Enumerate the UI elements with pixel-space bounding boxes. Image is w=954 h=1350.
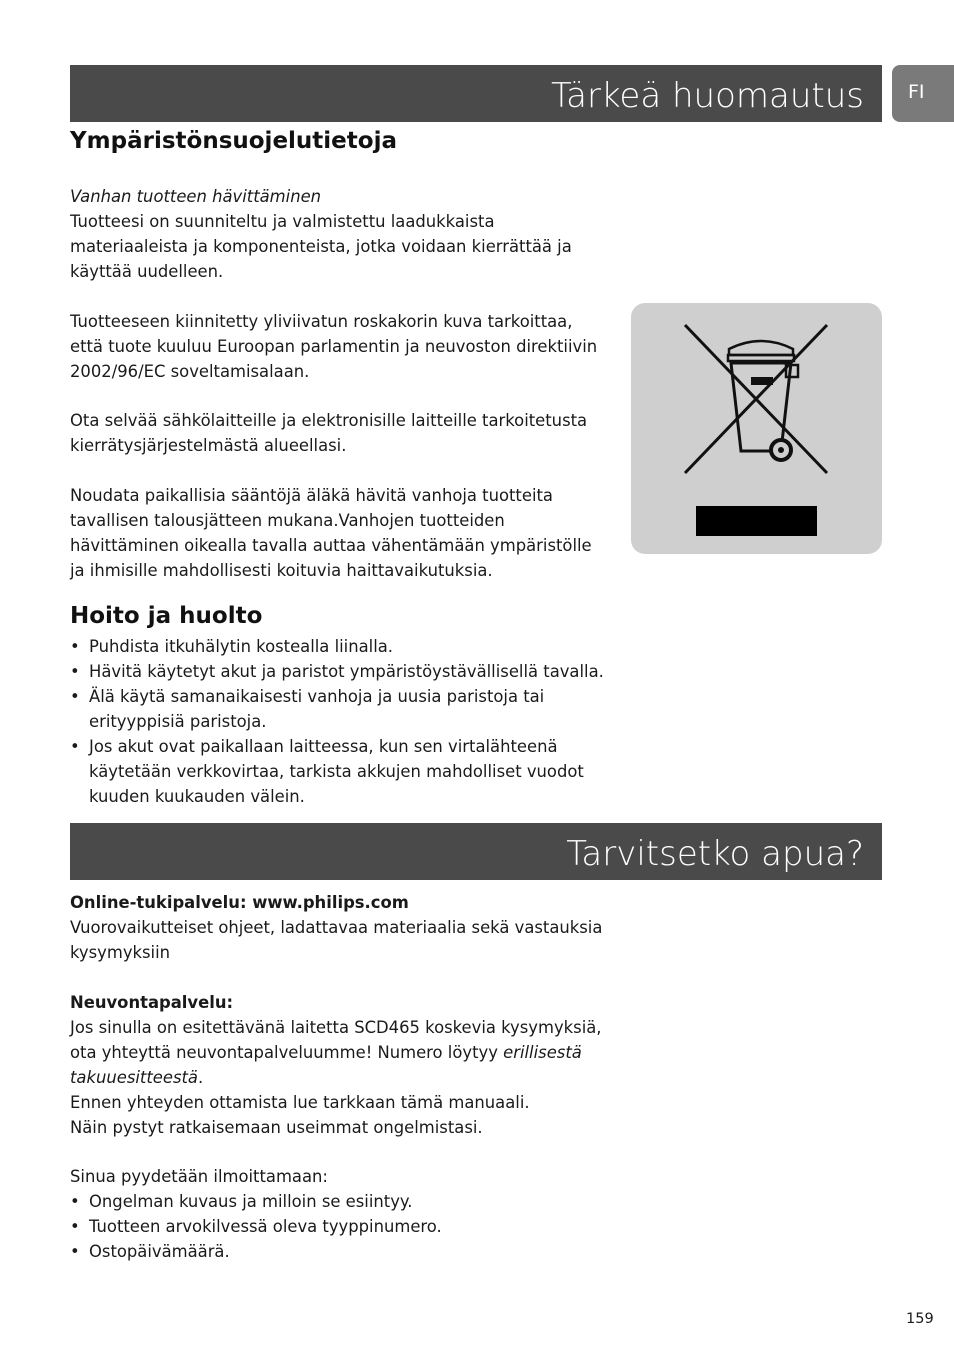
report-list bbox=[70, 1189, 615, 1264]
service-text-italic: erillisestä takuuesitteestä bbox=[70, 1043, 582, 1087]
list-item: • Hävitä käytetyt akut ja paristot ympäristöystävällisellä tavalla. bbox=[70, 659, 610, 684]
list-item: • Tuotteen arvokilvessä oleva tyyppinumero. bbox=[70, 1214, 615, 1239]
report-block bbox=[70, 1164, 615, 1264]
environment-paragraph-2: Tuotteeseen kiinnitetty yliviivatun roskakorin kuva tarkoittaa, että tuote kuuluu Euroopan parlamentin ja neuvoston direktiivin 2002/96/EC soveltamisalaan. bbox=[70, 312, 598, 381]
service-line-3: Näin pystyt ratkaisemaan useimmat ongelmistasi. bbox=[70, 1118, 483, 1137]
online-support-text: Vuorovaikutteiset ohjeet, ladattavaa materiaalia sekä vastauksia kysymyksiin bbox=[70, 918, 603, 962]
service-text-end: . bbox=[197, 1068, 204, 1087]
environment-paragraph-1: Tuotteesi on suunniteltu ja valmistettu laadukkaista materiaaleista ja komponenteista, jotka voidaan kierrättää ja käyttää uudelleen. bbox=[70, 212, 572, 281]
service-text-part: Jos sinulla on esitettävänä laitetta SCD465 koskevia kysymyksiä, ota yhteyttä neuvontapalveluumme! Numero löytyy bbox=[70, 1018, 602, 1062]
disposal-subheading: Vanhan tuotteen hävittäminen bbox=[70, 187, 322, 206]
crossed-out-wheelie-bin-icon bbox=[631, 303, 882, 554]
environment-paragraph-3: Ota selvää sähkölaitteille ja elektronisille laitteille tarkoitetusta kierrätysjärjestelmästä alueellasi. bbox=[70, 411, 588, 455]
section-banner-need-help bbox=[70, 823, 882, 880]
service-block bbox=[70, 990, 615, 1140]
service-line-2: Ennen yhteyden ottamista lue tarkkaan tämä manuaali. bbox=[70, 1093, 530, 1112]
environment-heading: Ympäristönsuojelutietoja bbox=[70, 128, 397, 154]
care-heading: Hoito ja huolto bbox=[70, 603, 263, 629]
banner-title: Tärkeä huomautus bbox=[551, 76, 864, 116]
care-list bbox=[70, 634, 610, 809]
list-item: • Älä käytä samanaikaisesti vanhoja ja uusia paristoja tai erityyppisiä paristoja. bbox=[70, 684, 610, 734]
environment-paragraph-4: Noudata paikallisia sääntöjä äläkä hävitä vanhoja tuotteita tavallisen talousjätteen mukana.Vanhojen tuotteiden hävittäminen oikealla tavalla auttaa vähentämään ympäristölle ja ihmisille mahdollisesti koituvia haittavaikutuksia. bbox=[70, 486, 592, 580]
list-item: • Ostopäivämäärä. bbox=[70, 1239, 615, 1264]
service-text bbox=[70, 1015, 615, 1090]
list-item: • Ongelman kuvaus ja milloin se esiintyy. bbox=[70, 1189, 615, 1214]
banner-title: Tarvitsetko apua? bbox=[566, 834, 864, 874]
language-tab bbox=[892, 65, 954, 122]
environment-text-block bbox=[70, 184, 610, 284]
service-label: Neuvontapalvelu: bbox=[70, 993, 234, 1012]
section-banner-important-notice bbox=[70, 65, 882, 122]
list-item: • Jos akut ovat paikallaan laitteessa, kun sen virtalähteenä käytetään verkkovirtaa, tarkista akkujen mahdolliset vuodot kuuden kuukauden välein. bbox=[70, 734, 610, 809]
online-support-block bbox=[70, 890, 615, 965]
online-support-label: Online-tukipalvelu: www.philips.com bbox=[70, 893, 409, 912]
list-item: • Puhdista itkuhälytin kostealla liinalla. bbox=[70, 634, 610, 659]
page-number: 159 bbox=[906, 1311, 934, 1327]
language-tab-label: FI bbox=[908, 81, 925, 103]
weee-symbol-figure bbox=[631, 303, 882, 554]
report-intro: Sinua pyydetään ilmoittamaan: bbox=[70, 1167, 328, 1186]
